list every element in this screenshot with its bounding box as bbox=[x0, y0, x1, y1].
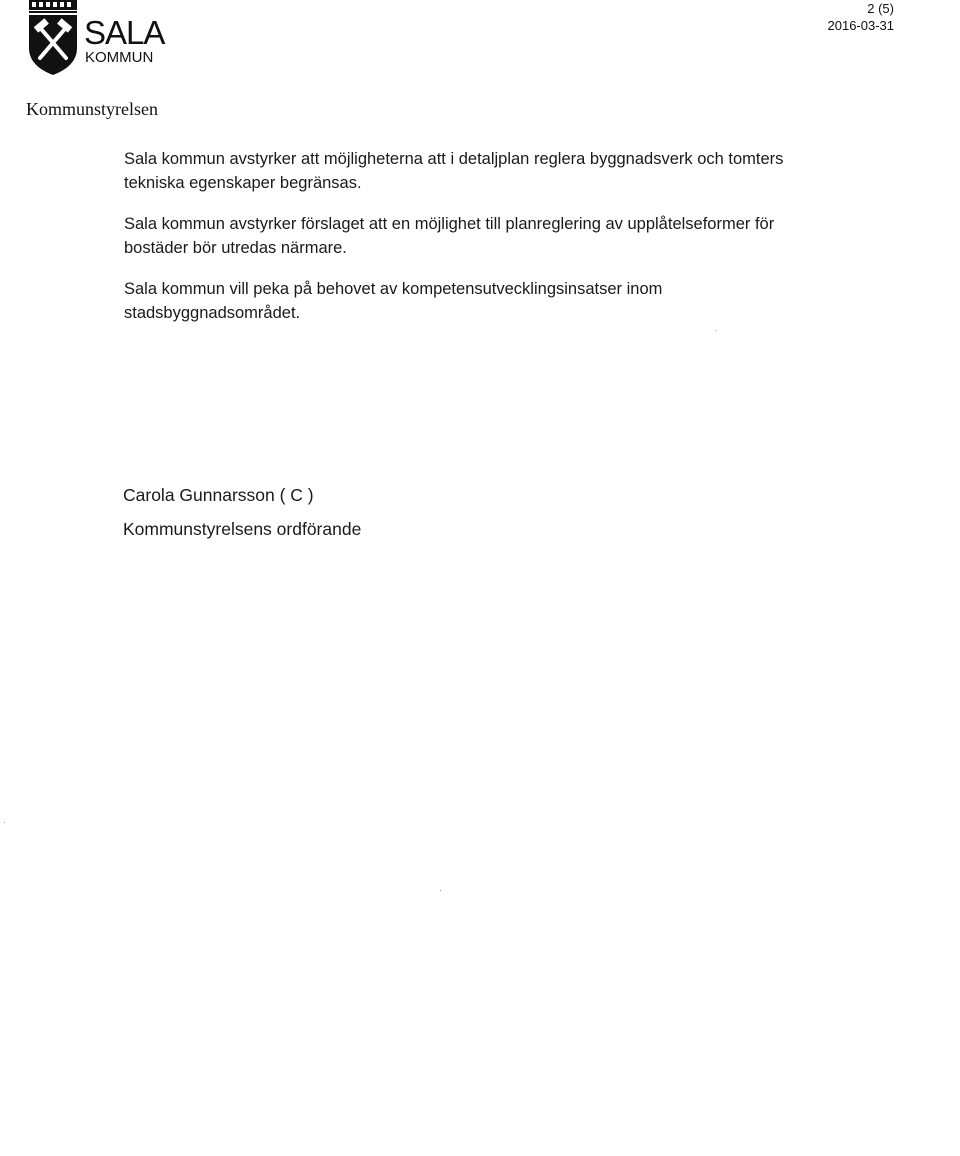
statement-body bbox=[124, 147, 804, 342]
department-name: Kommunstyrelsen bbox=[26, 99, 158, 119]
signature-block bbox=[123, 478, 361, 546]
scan-speck bbox=[4, 822, 5, 823]
paragraph: Sala kommun avstyrker förslaget att en möjlighet till planreglering av upplåtelseformer för bostäder bör utredas närmare. bbox=[124, 215, 775, 257]
scan-speck bbox=[440, 890, 441, 891]
logo-subtitle: KOMMUN bbox=[85, 49, 154, 66]
sala-kommun-logo bbox=[26, 0, 206, 78]
signatory-name: Carola Gunnarsson ( C ) bbox=[123, 485, 314, 505]
scan-speck bbox=[716, 330, 717, 331]
page-number: 2 (5) bbox=[867, 1, 894, 16]
paragraph: Sala kommun vill peka på behovet av kompetensutvecklingsinsatser inom stadsbyggnadsområdet. bbox=[124, 280, 663, 322]
page-info bbox=[828, 0, 895, 34]
municipal-crest-icon bbox=[26, 0, 80, 76]
signatory-title: Kommunstyrelsens ordförande bbox=[123, 519, 362, 539]
paragraph: Sala kommun avstyrker att möjligheterna att i detaljplan reglera byggnadsverk och tomters tekniska egenskaper begränsas. bbox=[124, 150, 784, 192]
logo-name: SALA bbox=[84, 14, 165, 51]
document-date: 2016-03-31 bbox=[827, 18, 894, 33]
